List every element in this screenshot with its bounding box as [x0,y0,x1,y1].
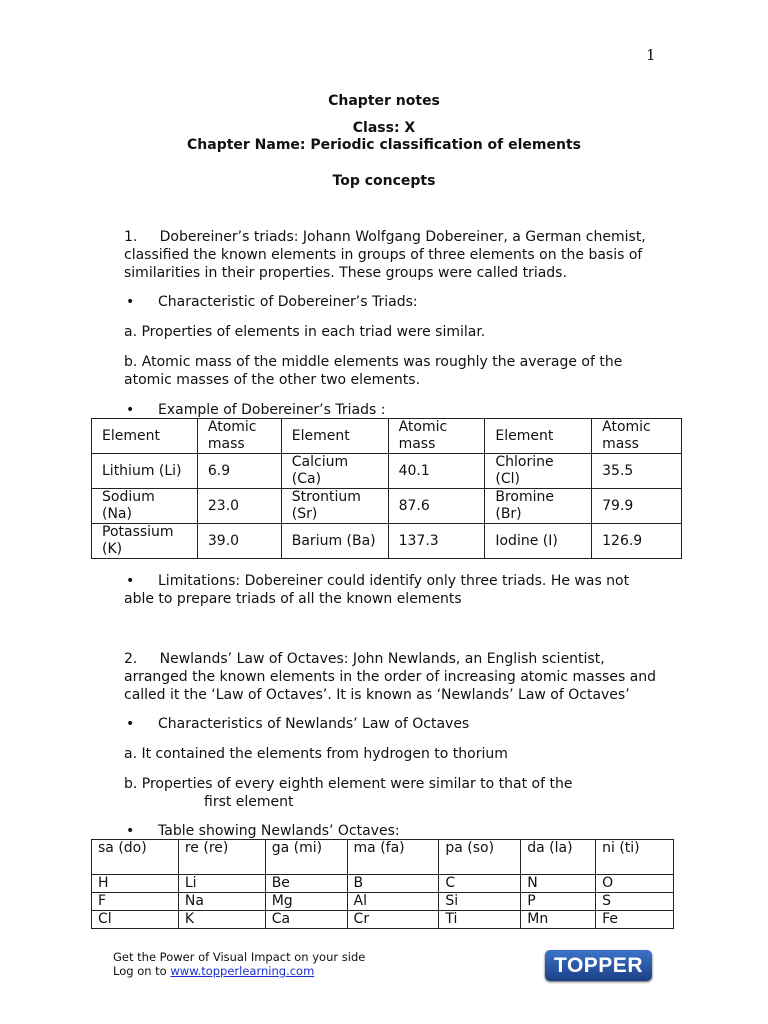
triads-table-cell: 35.5 [592,454,682,489]
octaves-table-cell: F [92,893,179,911]
bullet-icon: • [126,573,135,589]
triads-table-cell: Calcium (Ca) [281,454,388,489]
octaves-table-cell: ma (fa) [347,840,439,875]
triads-table-cell: Element [485,419,592,454]
topperlearning-link[interactable]: www.topperlearning.com [170,964,315,978]
limitations-continued: able to prepare triads of all the known elements [124,591,462,607]
bullet-icon: • [126,823,135,839]
footer-tagline: Get the Power of Visual Impact on your side [113,950,366,964]
triads-table-cell: Element [92,419,198,454]
bullet-icon: • [126,402,135,418]
octaves-table-cell: pa (so) [439,840,521,875]
octaves-table-cell: O [596,875,674,893]
section2-intro: 2. Newlands’ Law of Octaves: John Newlands, an English scientist, arranged the known elements in the order of increasing atomic masses and called it the ‘Law of Octaves’. It is known as ‘Newlands’ Law of Octaves’ [124,651,657,703]
chapter-notes-heading: Chapter notes [328,93,440,109]
octaves-table-cell: Na [178,893,265,911]
triads-table-cell: Atomic mass [592,419,682,454]
top-concepts-heading: Top concepts [332,173,436,189]
bullet-icon: • [126,716,135,732]
triads-table-cell: Atomic mass [388,419,485,454]
section1-intro: 1. Dobereiner’s triads: Johann Wolfgang Dobereiner, a German chemist, classified the known elements in groups of three elements on the basis of similarities in their properties. These groups were called triads. [124,229,646,281]
topper-logo-text: TOPPER [554,954,643,977]
newlands-octaves-table [91,839,674,929]
dobereiner-point-b: b. Atomic mass of the middle elements was roughly the average of the atomic masses of the other two elements. [124,354,623,388]
octaves-table-cell: Cr [347,911,439,929]
octaves-table-cell: Mn [521,911,596,929]
triads-table-cell: Atomic mass [197,419,281,454]
octaves-table-cell: da (la) [521,840,596,875]
octaves-table-cell: Ti [439,911,521,929]
newlands-point-a: a. It contained the elements from hydrogen to thorium [124,746,508,762]
octaves-table-cell: sa (do) [92,840,179,875]
triads-table-cell: Strontium (Sr) [281,489,388,524]
triads-table-cell: Sodium (Na) [92,489,198,524]
octaves-table-cell: Li [178,875,265,893]
octaves-table-cell: B [347,875,439,893]
octaves-table-cell: Be [265,875,347,893]
octaves-table-row [92,875,674,893]
octaves-table-cell: K [178,911,265,929]
dobereiner-triads-table [91,418,682,559]
triads-table-cell: Lithium (Li) [92,454,198,489]
octaves-table-cell: Si [439,893,521,911]
octaves-table-cell: Mg [265,893,347,911]
triads-table-cell: 87.6 [388,489,485,524]
triads-table-cell: 40.1 [388,454,485,489]
newlands-point-b: b. Properties of every eighth element were similar to that of the first element [124,776,573,810]
triads-table-cell: Chlorine (Cl) [485,454,592,489]
triads-table-cell: 6.9 [197,454,281,489]
triads-table-row [92,454,682,489]
triads-table-cell: 79.9 [592,489,682,524]
triads-table-row [92,489,682,524]
octaves-table-cell: H [92,875,179,893]
bullet-icon: • [126,294,135,310]
triads-table-row [92,419,682,454]
octaves-table-cell: Cl [92,911,179,929]
dobereiner-point-a: a. Properties of elements in each triad were similar. [124,324,486,340]
triads-table-cell: Iodine (I) [485,524,592,559]
topper-logo [545,950,652,981]
octaves-table-cell: N [521,875,596,893]
octaves-table-cell: ga (mi) [265,840,347,875]
octaves-table-cell: ni (ti) [596,840,674,875]
octaves-table-row [92,840,674,875]
class-heading: Class: X [352,120,416,136]
triads-table-row [92,524,682,559]
octaves-table-cell: Fe [596,911,674,929]
octaves-table-cell: Ca [265,911,347,929]
triads-table-cell: 39.0 [197,524,281,559]
triads-table-cell: Bromine (Br) [485,489,592,524]
triads-table-cell: Barium (Ba) [281,524,388,559]
octaves-table-row [92,893,674,911]
octaves-table-row [92,911,674,929]
footer [113,950,365,978]
triads-table-cell: Element [281,419,388,454]
octaves-table-cell: re (re) [178,840,265,875]
octaves-table-cell: C [439,875,521,893]
chapter-name-heading: Chapter Name: Periodic classification of elements [187,137,581,153]
footer-logon: Log on to www.topperlearning.com [113,964,315,978]
octaves-table-cell: Al [347,893,439,911]
page-number: 1 [646,46,656,64]
octaves-table-cell: P [521,893,596,911]
octaves-table-cell: S [596,893,674,911]
triads-table-cell: Potassium (K) [92,524,198,559]
triads-table-cell: 137.3 [388,524,485,559]
triads-table-cell: 126.9 [592,524,682,559]
triads-table-cell: 23.0 [197,489,281,524]
